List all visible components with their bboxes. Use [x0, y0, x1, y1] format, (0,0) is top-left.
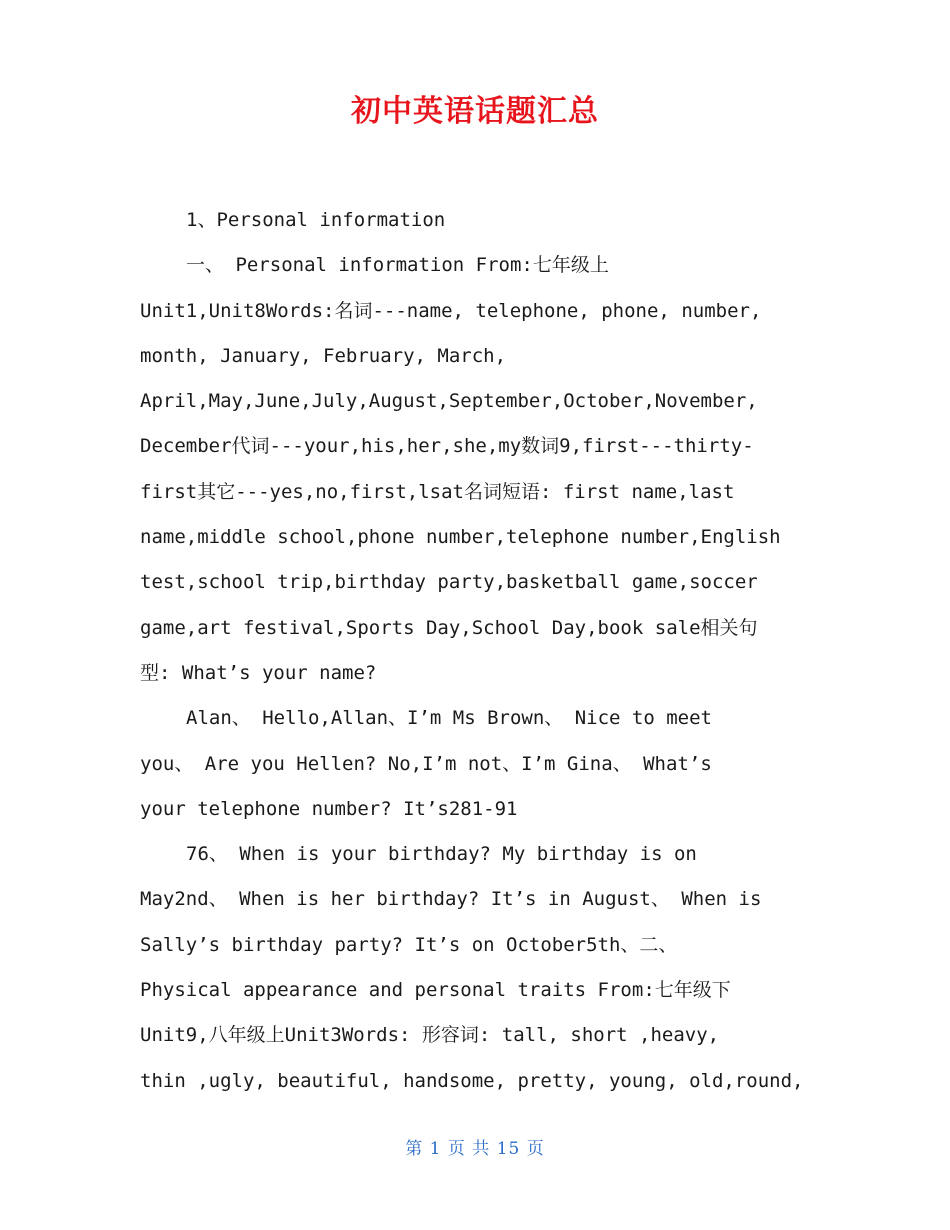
body-line: April,May,June,July,August,September,October,November,: [140, 390, 758, 413]
body-line: game,art festival,Sports Day,School Day,book sale相关句: [140, 616, 758, 639]
body-line: Physical appearance and personal traits From:七年级下: [140, 979, 731, 1002]
page-footer: 第 1 页 共 15 页: [405, 1139, 545, 1159]
body-line: month, January, February, March,: [140, 344, 507, 367]
body-line: test,school trip,birthday party,basketball game,soccer: [140, 571, 758, 594]
body-line: first其它---yes,no,first,lsat名词短语: first name,last: [140, 480, 735, 503]
body-line: Unit1,Unit8Words:名词---name, telephone, phone, number,: [140, 299, 762, 322]
body-line: 1、Personal information: [186, 209, 446, 231]
body-line: December代词---your,his,her,she,my数词9,first---thirty-: [140, 435, 754, 458]
body-line: name,middle school,phone number,telephone number,English: [140, 526, 781, 549]
body-line: 一、 Personal information From:七年级上: [186, 254, 609, 277]
page-title: 初中英语话题汇总: [351, 94, 599, 129]
body-line: 76、 When is your birthday? My birthday is on: [186, 843, 697, 866]
body-line: your telephone number? It’s281-91: [140, 797, 518, 820]
body-line: 型: What’s your name?: [140, 661, 377, 684]
body-line: you、 Are you Hellen? No,I’m not、I’m Gina、 What’s: [140, 752, 712, 775]
body-line: May2nd、 When is her birthday? It’s in August、 When is: [140, 888, 762, 911]
body-line: Sally’s birthday party? It’s on October5th、二、: [140, 933, 678, 956]
body-line: Alan、 Hello,Allan、I’m Ms Brown、 Nice to meet: [186, 707, 712, 730]
body-line: thin ,ugly, beautiful, handsome, pretty, young, old,round,: [140, 1069, 804, 1092]
body-line: Unit9,八年级上Unit3Words: 形容词: tall, short ,heavy,: [140, 1024, 720, 1047]
document-body: [140, 198, 820, 1104]
